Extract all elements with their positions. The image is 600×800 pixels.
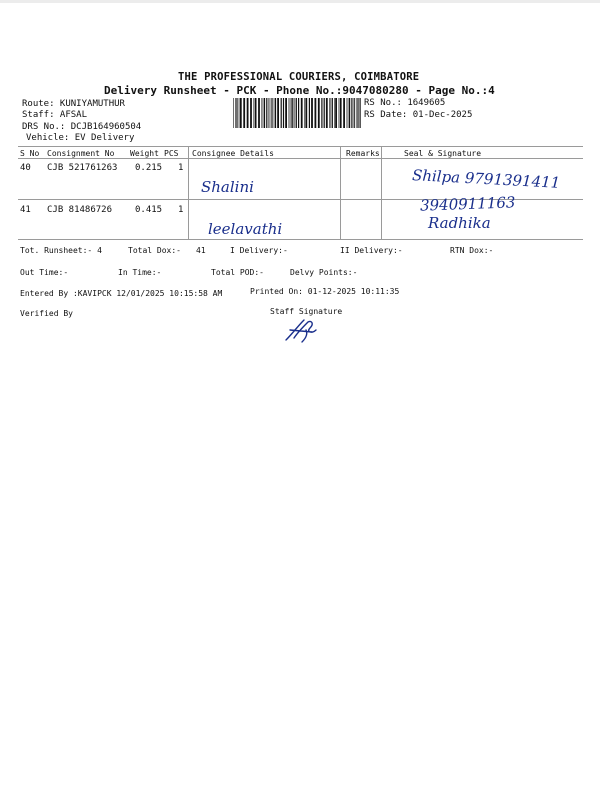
tot-runsheet: Tot. Runsheet:- 4	[20, 246, 102, 255]
table-top-border	[18, 146, 583, 147]
row-weight: 0.215	[135, 163, 163, 173]
header-remarks: Remarks	[346, 149, 380, 158]
scan-artifact	[0, 0, 600, 3]
delvy-points-label: Delvy Points:-	[290, 268, 358, 277]
entered-by: Entered By :KAVIPCK 12/01/2025 10:15:58 AM	[20, 289, 223, 298]
rtn-dox-label: RTN Dox:-	[450, 246, 494, 255]
barcode-bar	[324, 98, 325, 128]
barcode-bar	[235, 98, 236, 128]
consignee-handwriting: Shalini	[201, 178, 254, 196]
barcode-bar	[247, 98, 249, 128]
barcode-bar	[298, 98, 299, 128]
barcode-bar	[332, 98, 333, 128]
vehicle-info: Vehicle: EV Delivery	[26, 133, 135, 143]
seal-handwriting: Radhika	[428, 214, 491, 232]
barcode-bar	[296, 98, 297, 128]
barcode-bar	[348, 98, 349, 128]
barcode-bar	[269, 98, 270, 128]
barcode-bar	[305, 98, 307, 128]
barcode-bar	[315, 98, 317, 128]
barcode-bar	[281, 98, 282, 128]
barcode-bar	[233, 98, 234, 128]
barcode-bar	[258, 98, 260, 128]
column-divider	[381, 146, 382, 239]
barcode-bar	[356, 98, 357, 128]
table-bottom-border	[18, 239, 583, 240]
barcode-bar	[301, 98, 303, 128]
barcode-bar	[318, 98, 320, 128]
barcode-bar	[292, 98, 293, 128]
header-weight: Weight	[130, 149, 159, 158]
row-consignment: CJB 521761263	[47, 163, 118, 173]
barcode-bar	[329, 98, 330, 128]
company-title: THE PROFESSIONAL COURIERS, COIMBATORE	[178, 71, 420, 83]
header-pcs: PCS	[164, 149, 179, 158]
barcode-bar	[295, 98, 296, 128]
total-dox-label: Total Dox:-	[128, 246, 181, 255]
drs-info: DRS No.: DCJB164960504	[22, 122, 142, 132]
barcode-bar	[326, 98, 328, 128]
barcode-bar	[304, 98, 305, 128]
barcode-bar	[274, 98, 275, 128]
barcode-bar	[339, 98, 340, 128]
staff-info: Staff: AFSAL	[22, 110, 88, 120]
header-seal: Seal & Signature	[404, 149, 482, 158]
i-delivery-label: I Delivery:-	[230, 246, 288, 255]
barcode-bar	[349, 98, 350, 128]
barcode-bar	[264, 98, 265, 128]
row-consignment: CJB 81486726	[47, 205, 113, 215]
barcode-bar	[321, 98, 322, 128]
barcode-bar	[266, 98, 267, 128]
ii-delivery-label: II Delivery:-	[340, 246, 403, 255]
barcode-bar	[285, 98, 287, 128]
printed-on: Printed On: 01-12-2025 10:11:35	[250, 287, 400, 296]
barcode-bar	[311, 98, 313, 128]
out-time-label: Out Time:-	[20, 268, 69, 277]
barcode-bar	[271, 98, 272, 128]
verified-by: Verified By	[20, 309, 73, 318]
barcode-bar	[351, 98, 352, 128]
barcode-bar	[354, 98, 355, 128]
staff-signature-label: Staff Signature	[270, 307, 343, 316]
header-consignee: Consignee Details	[192, 149, 274, 158]
barcode-bar	[250, 98, 252, 128]
barcode-bar	[347, 98, 348, 128]
barcode-bar	[240, 98, 242, 128]
runsheet-subtitle: Delivery Runsheet - PCK - Phone No.:9047080280 - Page No.:4	[104, 84, 495, 97]
barcode-bar	[236, 98, 237, 128]
barcode-bar	[270, 98, 271, 128]
barcode-bar	[239, 98, 240, 128]
header-sno: S No	[20, 149, 40, 158]
barcode-bar	[334, 98, 335, 128]
barcode-bar	[331, 98, 332, 128]
barcode-bar	[358, 98, 359, 128]
table-header-divider	[18, 158, 583, 159]
header-consignment: Consignment No	[47, 149, 115, 158]
barcode-bar	[289, 98, 290, 128]
barcode-image	[233, 98, 361, 128]
consignee-handwriting: leelavathi	[208, 220, 283, 238]
barcode-bar	[343, 98, 345, 128]
barcode-bar	[340, 98, 342, 128]
rs-date: RS Date: 01-Dec-2025	[364, 110, 473, 120]
barcode-bar	[243, 98, 245, 128]
seal-handwriting: 3940911163	[419, 193, 516, 215]
barcode-bar	[335, 98, 337, 128]
barcode-bar	[290, 98, 291, 128]
row-weight: 0.415	[135, 205, 163, 215]
row-pcs: 1	[178, 163, 184, 173]
barcode-bar	[360, 98, 361, 128]
total-pod-label: Total POD:-	[211, 268, 264, 277]
barcode-bar	[263, 98, 264, 128]
row-pcs: 1	[178, 205, 184, 215]
seal-handwriting: Shilpa 9791391411	[411, 166, 561, 192]
in-time-label: In Time:-	[118, 268, 162, 277]
column-divider	[188, 146, 189, 239]
barcode-bar	[275, 98, 276, 128]
signature-image	[282, 316, 322, 344]
total-dox-value: 41	[196, 246, 206, 255]
barcode-bar	[255, 98, 257, 128]
barcode-bar	[277, 98, 279, 128]
barcode-bar	[309, 98, 310, 128]
rs-number: RS No.: 1649605	[364, 98, 446, 108]
row-sno: 40	[20, 163, 31, 173]
barcode-bar	[291, 98, 292, 128]
barcode-bar	[357, 98, 358, 128]
route-info: Route: KUNIYAMUTHUR	[22, 99, 125, 109]
barcode-bar	[283, 98, 284, 128]
row-sno: 41	[20, 205, 31, 215]
column-divider	[340, 146, 341, 239]
barcode-bar	[254, 98, 255, 128]
barcode-bar	[262, 98, 263, 128]
